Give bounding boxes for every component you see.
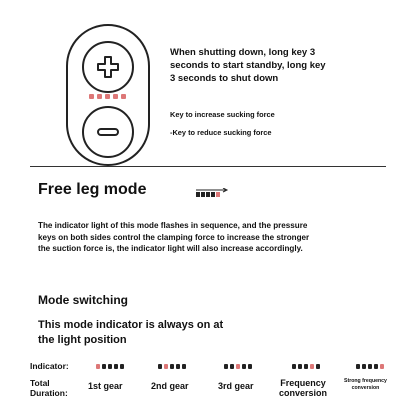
gear-4-label (279, 378, 327, 398)
led (120, 364, 124, 369)
led (105, 94, 110, 99)
led (89, 94, 94, 99)
switching-heading: Mode switching (38, 293, 128, 307)
led (298, 364, 302, 369)
increase-button[interactable] (82, 41, 134, 93)
led (368, 364, 372, 369)
gear-3-label: 3rd gear (218, 381, 254, 391)
note-line: seconds to start standby, long key (170, 60, 326, 71)
arrow-indicator-icon (196, 185, 230, 203)
led (113, 94, 118, 99)
led (356, 364, 360, 369)
gear-label-line: Strong frequency (344, 378, 387, 384)
led (316, 364, 320, 369)
led (97, 94, 102, 99)
led (230, 364, 234, 369)
led (170, 364, 174, 369)
gear-2-indicator (158, 364, 186, 369)
led (292, 364, 296, 369)
note-line: 3 seconds to shut down (170, 73, 279, 84)
increase-note: Key to increase sucking force (170, 110, 275, 119)
mode-title: Free leg mode (38, 181, 147, 198)
led (121, 94, 126, 99)
led (102, 364, 106, 369)
gear-1-indicator (96, 364, 124, 369)
led (108, 364, 112, 369)
device-indicator-leds (89, 94, 126, 99)
gear-label-line: conversion (279, 388, 328, 398)
led (248, 364, 252, 369)
divider (30, 166, 386, 167)
plus-icon (95, 54, 121, 80)
note-line: When shutting down, long key 3 (170, 47, 316, 58)
mode-description (38, 220, 390, 255)
duration-label-line: Duration: (30, 388, 68, 398)
description-line: The indicator light of this mode flashes in sequence, and the pressure (38, 221, 308, 230)
duration-label-line: Total (30, 378, 50, 388)
gear-1-label: 1st gear (88, 381, 123, 391)
led (304, 364, 308, 369)
led (242, 364, 246, 369)
switching-text (38, 318, 223, 348)
gear-label-line: Frequency (280, 378, 326, 388)
switching-line: the light position (38, 334, 127, 346)
gear-5-indicator (356, 364, 384, 369)
gear-4-indicator (292, 364, 320, 369)
led (310, 364, 314, 369)
gear-3-indicator (224, 364, 252, 369)
description-line: the suction force is, the indicator light will also increase accordingly. (38, 244, 303, 253)
led (224, 364, 228, 369)
minus-icon (95, 119, 121, 145)
indicator-label: Indicator: (30, 361, 69, 371)
reduce-note: -Key to reduce sucking force (170, 128, 272, 137)
duration-label (30, 378, 68, 398)
led (114, 364, 118, 369)
shutdown-note (170, 46, 326, 85)
led (182, 364, 186, 369)
description-line: keys on both sides control the clamping force to increase the stronger (38, 232, 310, 242)
led (380, 364, 384, 369)
led (158, 364, 162, 369)
decrease-button[interactable] (82, 106, 134, 158)
led (362, 364, 366, 369)
led (374, 364, 378, 369)
gear-2-label: 2nd gear (151, 381, 189, 391)
led (164, 364, 168, 369)
led (176, 364, 180, 369)
switching-line: This mode indicator is always on at (38, 319, 224, 331)
gear-5-label (344, 378, 387, 392)
gear-label-line: conversion (351, 385, 380, 391)
led (96, 364, 100, 369)
led (236, 364, 240, 369)
remote-device (66, 24, 150, 166)
